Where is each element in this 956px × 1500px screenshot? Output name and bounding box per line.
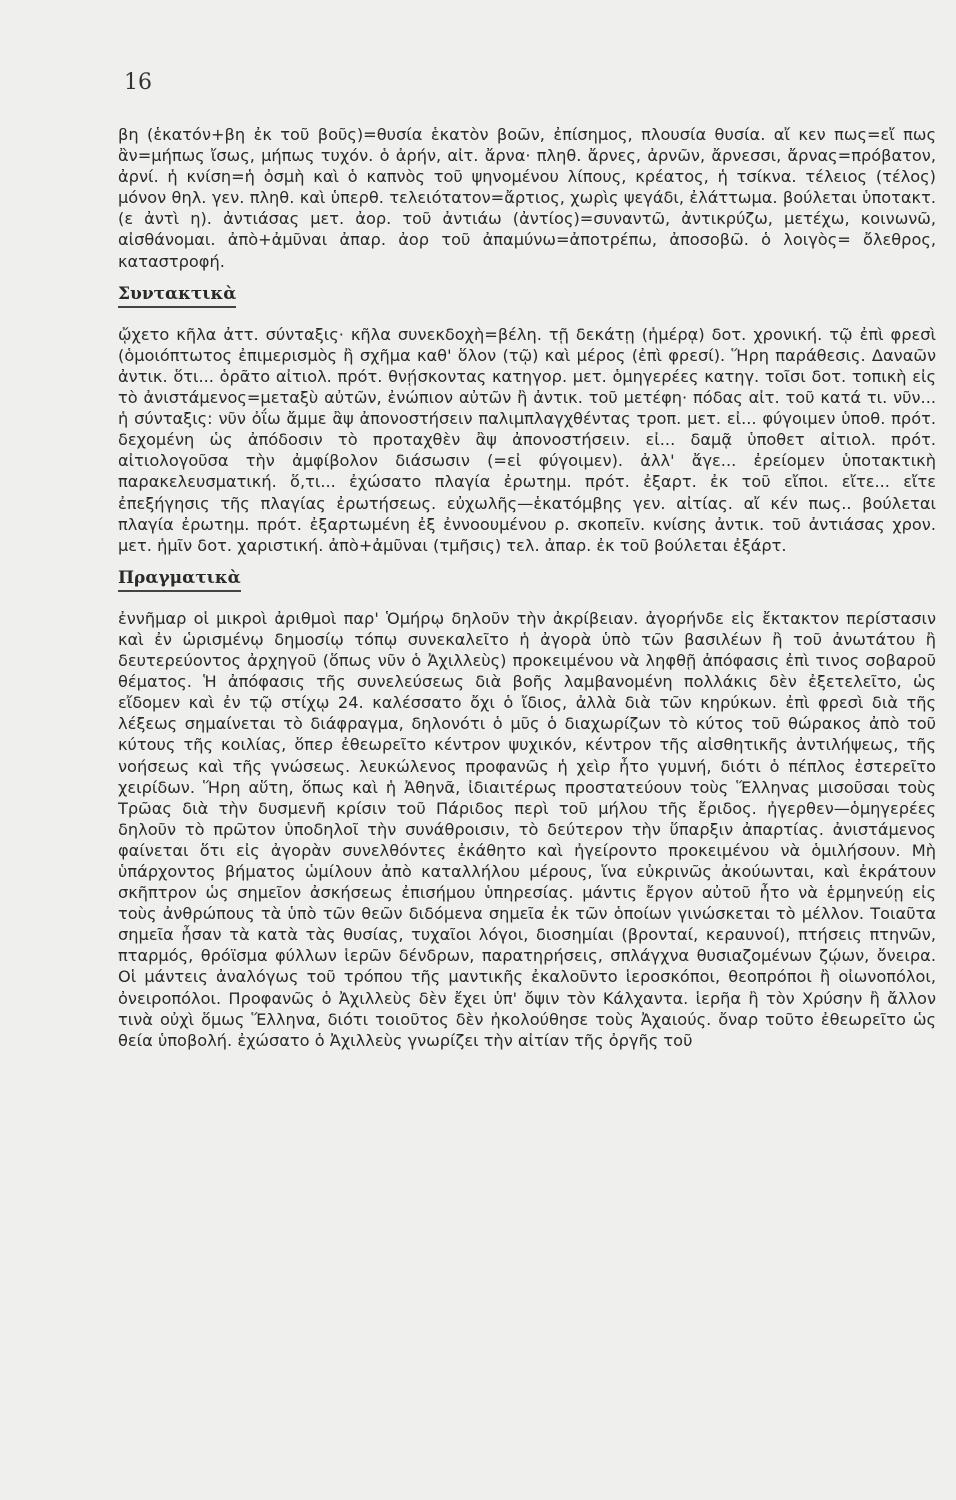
page-number: 16 bbox=[124, 70, 152, 95]
realia-heading: Πραγματικὰ bbox=[118, 568, 241, 592]
syntax-paragraph: ᾤχετο κῆλα ἀττ. σύνταξις· κῆλα συνεκδοχὴ=βέλη. τῇ δεκάτῃ (ἡμέρᾳ) δοτ. χρονική. τῷ ἐπὶ φρεσὶ (ὁμοιόπτωτος ἐπιμερισμὸς ἢ σχῆμα καθ' ὅλον (τῷ) καὶ μέρος (ἐπὶ φρεσί). Ἥρη παράθεσις. Δαναῶν ἀντικ. ὅτι... ὁρᾶτο αἰτιολ. πρότ. θνῄσκοντας κατηγορ. μετ. ὁμηγερέες κατηγ. τοῖσι δοτ. τοπικὴ εἰς τὸ ἀνιστάμενος=μεταξὺ αὐτῶν, ἐνώπιον αὐτῶν ἢ ἀντικ. τοῦ μετέφη· πόδας αἰτ. τοῦ κατά τι. νῦν... ἡ σύνταξις: νῦν ὀΐω ἄμμε ἂψ ἀπονοστήσειν παλιμπλαγχθέντας τροπ. μετ. εἰ... φύγοιμεν ὑποθ. πρότ. δεχομένη ὡς ἀπόδοσιν τὸ προταχθὲν ἂψ ἀπονοστήσειν. εἰ... δαμᾷ ὑποθετ αἰτιολ. πρότ. αἰτιολογοῦσα τὴν ἀμφίβολον διάσωσιν (=εἰ φύγοιμεν). ἀλλ' ἄγε... ἐρείομεν ὑποτακτικὴ παρακελευσματική. ὅ,τι... ἐχώσατο πλαγία ἐρωτημ. πρότ. ἐξαρτ. ἐκ τοῦ εἴποι. εἴτε... εἴτε ἐπεξήγησις τῆς πλαγίας ἐρωτήσεως. εὐχωλῆς—ἑκατόμβης γεν. αἰτίας. αἴ κέν πως.. βούλεται πλαγία ἐρωτημ. πρότ. ἐξαρτωμένη ἐξ ἐννοουμένου ρ. σκοπεῖν. κνίσης ἀντικ. τοῦ ἀντιάσας χρον. μετ. ἡμῖν δοτ. χαριστική. ἀπὸ+ἀμῦναι (τμῆσις) τελ. ἀπαρ. ἐκ τοῦ βούλεται ἐξάρτ. bbox=[118, 324, 936, 555]
realia-paragraph: ἐννῆμαρ οἱ μικροὶ ἀριθμοὶ παρ' Ὁμήρῳ δηλοῦν τὴν ἀκρίβειαν. ἀγορήνδε εἰς ἔκτακτον περίστασιν καὶ ἐν ὡρισμένῳ δημοσίῳ τόπῳ συνεκαλεῖτο ἡ ἀγορὰ ὑπὸ τῶν βασιλέων ἢ τοῦ ἀνωτάτου ἢ δευτερεύοντος ἀρχηγοῦ (ὅπως νῦν ὁ Ἀχιλλεὺς) προκειμένου νὰ ληφθῇ ἀπόφασις ἐπὶ τινος σοβαροῦ θέματος. Ἡ ἀπόφασις τῆς συνελεύσεως διὰ βοῆς λαμβανομένη πολλάκις δὲν ἐξετελεῖτο, ὡς εἴδομεν καὶ ἐν τῷ στίχῳ 24. καλέσσατο ὄχι ὁ ἴδιος, ἀλλὰ διὰ τῶν κηρύκων. ἐπὶ φρεσὶ διὰ τῆς λέξεως σημαίνεται τὸ διάφραγμα, δηλονότι ὁ μῦς ὁ διαχωρίζων τὸ κύτος τοῦ θώρακος ἀπὸ τοῦ κύτους τῆς κοιλίας, ὅπερ ἐθεωρεῖτο κέντρον ψυχικόν, κέντρον τῆς αἰσθητικῆς ἀντιλήψεως, τῆς νοήσεως καὶ τῆς γνώσεως. λευκώλενος προφανῶς ἡ χεὶρ ἦτο γυμνή, διότι ὁ πέπλος ἐστερεῖτο χειρίδων. Ἥρη αὕτη, ὅπως καὶ ἡ Ἀθηνᾶ, ἰδιαιτέρως προστατεύουν τοὺς Ἕλληνας μισοῦσαι τοὺς Τρῶας διὰ τὴν δυσμενῆ κρίσιν τοῦ Πάριδος περὶ τοῦ μήλου τῆς ἔριδος. ἠγερθεν—ὁμηγερέες δηλοῦν τὸ πρῶτον ὑποδηλοῖ τὴν συνάθροισιν, τὸ δεύτερον τὴν ὕπαρξιν ἀπαρτίας. ἀνιστάμενος φαίνεται ὅτι εἰς ἀγορὰν συνελθόντες ἐκάθητο καὶ ἠγείροντο προκειμένου νὰ ὁμιλήσουν. Μὴ ὑπάρχοντος βήματος ὡμίλουν ἀπὸ καταλλήλου μέρους, ἵνα εὐκρινῶς ἀκούωνται, καὶ ἐκράτουν σκῆπτρον ὡς σημεῖον ἀσκήσεως ἐπισήμου ὑπηρεσίας. μάντις ἔργον αὐτοῦ ἦτο νὰ ἑρμηνεύῃ εἰς τοὺς ἀνθρώπους τὰ ὑπὸ τῶν θεῶν διδόμενα σημεῖα ἐκ τῶν ὁποίων γινώσκεται τὸ μέλλον. Τοιαῦτα σημεῖα ἦσαν τὰ κατὰ τὰς θυσίας, τυχαῖοι λόγοι, διοσημίαι (βρονταί, κεραυνοί), πτήσεις πτηνῶν, πταρμός, θρόϊσμα φύλλων ἱερῶν δένδρων, παρατηρήσεις, σπλάγχνα θυσιαζομένων ζῴων, ὄνειρα. Οἱ μάντεις ἀναλόγως τοῦ τρόπου τῆς μαντικῆς ἐκαλοῦντο ἱεροσκόποι, θεοπρόποι ἢ οἰωνοπόλοι, ὀνειροπόλοι. Προφανῶς ὁ Ἀχιλλεὺς δὲν ἔχει ὑπ' ὄψιν τὸν Κάλχαντα. ἱερῆα ἢ τὸν Χρύσην ἢ ἄλλον τινὰ οὐχὶ ὅμως Ἕλληνα, διότι τοιοῦτος δὲν ἠκολούθησε τοὺς Ἀχαιούς. ὄναρ τοῦτο ἐθεωρεῖτο ὡς θεία ὑποβολή. ἐχώσατο ὁ Ἀχιλλεὺς γνωρίζει τὴν αἰτίαν τῆς ὀργῆς τοῦ bbox=[118, 608, 936, 1050]
body-text bbox=[118, 124, 936, 1051]
intro-paragraph: βη (ἑκατόν+βη ἐκ τοῦ βοῦς)=θυσία ἑκατὸν βοῶν, ἐπίσημος, πλουσία θυσία. αἴ κεν πως=εἴ πως ἂν=μήπως ἴσως, μήπως τυχόν. ὁ ἀρήν, αἰτ. ἄρνα· πληθ. ἄρνες, ἀρνῶν, ἄρνεσσι, ἄρνας=πρόβατον, ἀρνί. ἡ κνίση=ἡ ὀσμὴ καὶ ὁ καπνὸς τοῦ ψηνομένου λίπους, κρέατος, ἡ τσίκνα. τέλειος (τέλος) μόνον θηλ. γεν. πληθ. καὶ ὑπερθ. τελειότατον=ἄρτιος, χωρὶς ψεγάδι, ἐλάττωμα. βούλεται ὑποτακτ. (ε ἀντὶ η). ἀντιάσας μετ. ἀορ. τοῦ ἀντιάω (ἀντίος)=συναντῶ, ἀντικρύζω, μετέχω, κοινωνῶ, αἰσθάνομαι. ἀπὸ+ἀμῦναι ἀπαρ. ἀορ τοῦ ἀπαμύνω=ἀποτρέπω, ἀποσοβῶ. ὁ λοιγὸς= ὄλεθρος, καταστροφή. bbox=[118, 125, 936, 271]
syntax-heading: Συντακτικὰ bbox=[118, 284, 236, 308]
